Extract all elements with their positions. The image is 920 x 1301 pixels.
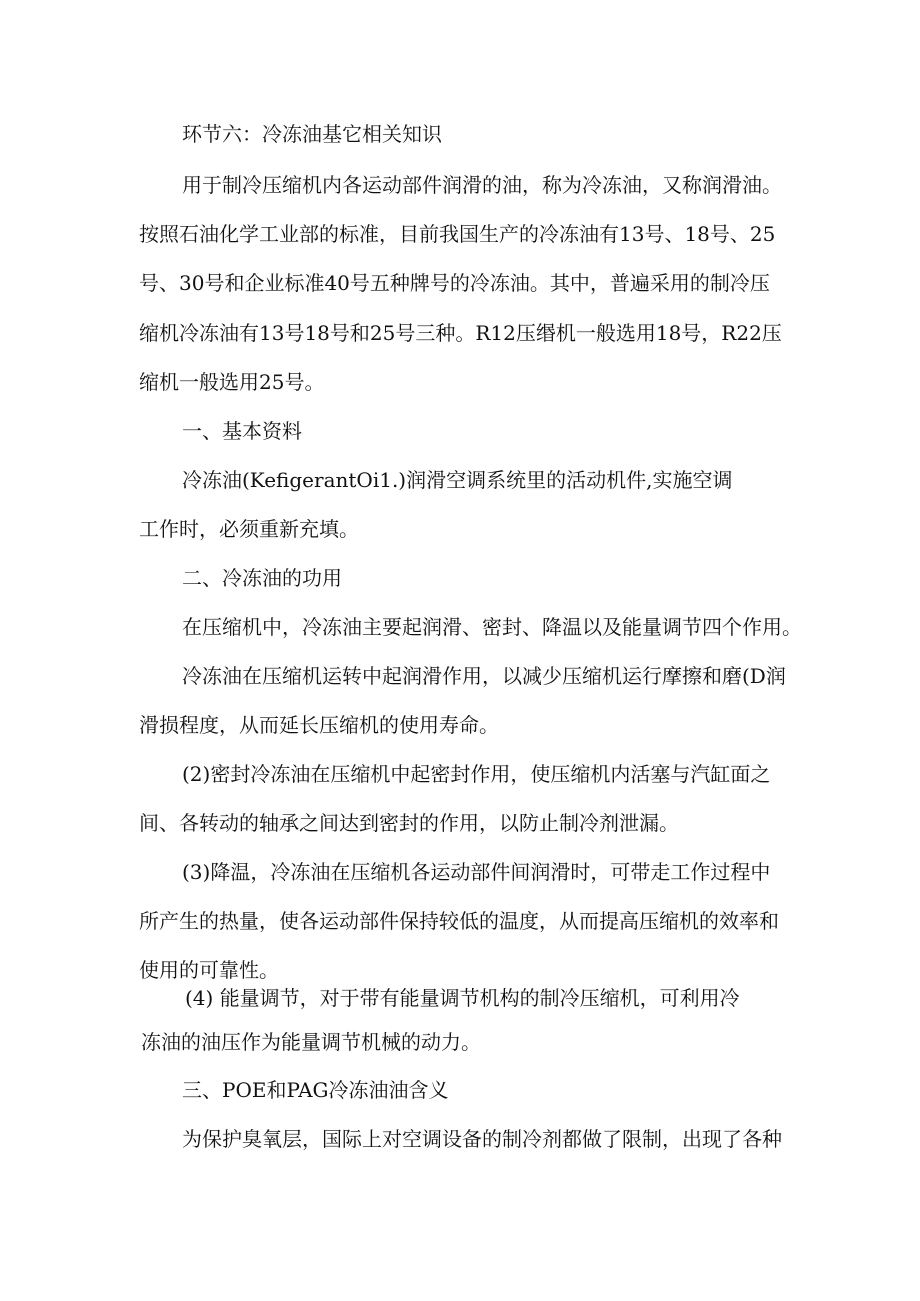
paragraph-line: 在压缩机中，冷冻油主要起润滑、密封、降温以及能量调节四个作用。 (182, 615, 802, 639)
paragraph-line: (2)密封冷冻油在压缩机中起密封作用，使压缩机内活塞与汽缸面之 (182, 762, 771, 786)
section-title: 环节六：冷冻油基它相关知识 (182, 122, 442, 146)
paragraph-line: (4) 能量调节，对于带有能量调节机构的制冷压缩机，可利用冷 (185, 986, 740, 1010)
paragraph-line: 缩机冷冻油有13号18号和25号三种。R12压缗机一般选用18号，R22压 (139, 321, 782, 345)
paragraph-line: 为保护臭氧层，国际上对空调设备的制冷剂都做了限制，出现了各种 (182, 1127, 782, 1151)
paragraph-line: 缩机一般选用25号。 (139, 370, 325, 394)
paragraph-line: 冷冻油在压缩机运转中起润滑作用，以减少压缩机运行摩擦和磨(D润 (182, 664, 786, 688)
paragraph-line: 所产生的热量，使各运动部件保持较低的温度，从而提高压缩机的效率和 (139, 909, 779, 933)
paragraph-line: 间、各转动的轴承之间达到密封的作用，以防止制冷剂泄漏。 (139, 811, 679, 835)
paragraph-line: 号、30号和企业标准40号五种牌号的冷冻油。其中，普遍采用的制冷压 (139, 271, 770, 295)
section-heading: 一、基本资料 (182, 419, 302, 443)
paragraph-line: 冻油的油压作为能量调节机械的动力。 (141, 1030, 481, 1054)
paragraph-line: 滑损程度，从而延长压缩机的使用寿命。 (139, 713, 499, 737)
paragraph-line: 使用的可靠性。 (139, 958, 279, 982)
paragraph-line: 用于制冷压缩机内各运动部件润滑的油，称为冷冻油，又称润滑油。 (182, 173, 782, 197)
section-heading: 三、POE和PAG冷冻油油含义 (182, 1078, 449, 1102)
section-heading: 二、冷冻油的功用 (182, 566, 342, 590)
paragraph-line: 工作时，必须重新充填。 (139, 517, 359, 541)
paragraph-line: (3)降温，冷冻油在压缩机各运动部件间润滑时，可带走工作过程中 (182, 860, 771, 884)
paragraph-line: 冷冻油(KefigerantOi1.)润滑空调系统里的活动机件,实施空调 (182, 468, 733, 492)
paragraph-line: 按照石油化学工业部的标准，目前我国生产的冷冻油有13号、18号、25 (139, 222, 776, 246)
